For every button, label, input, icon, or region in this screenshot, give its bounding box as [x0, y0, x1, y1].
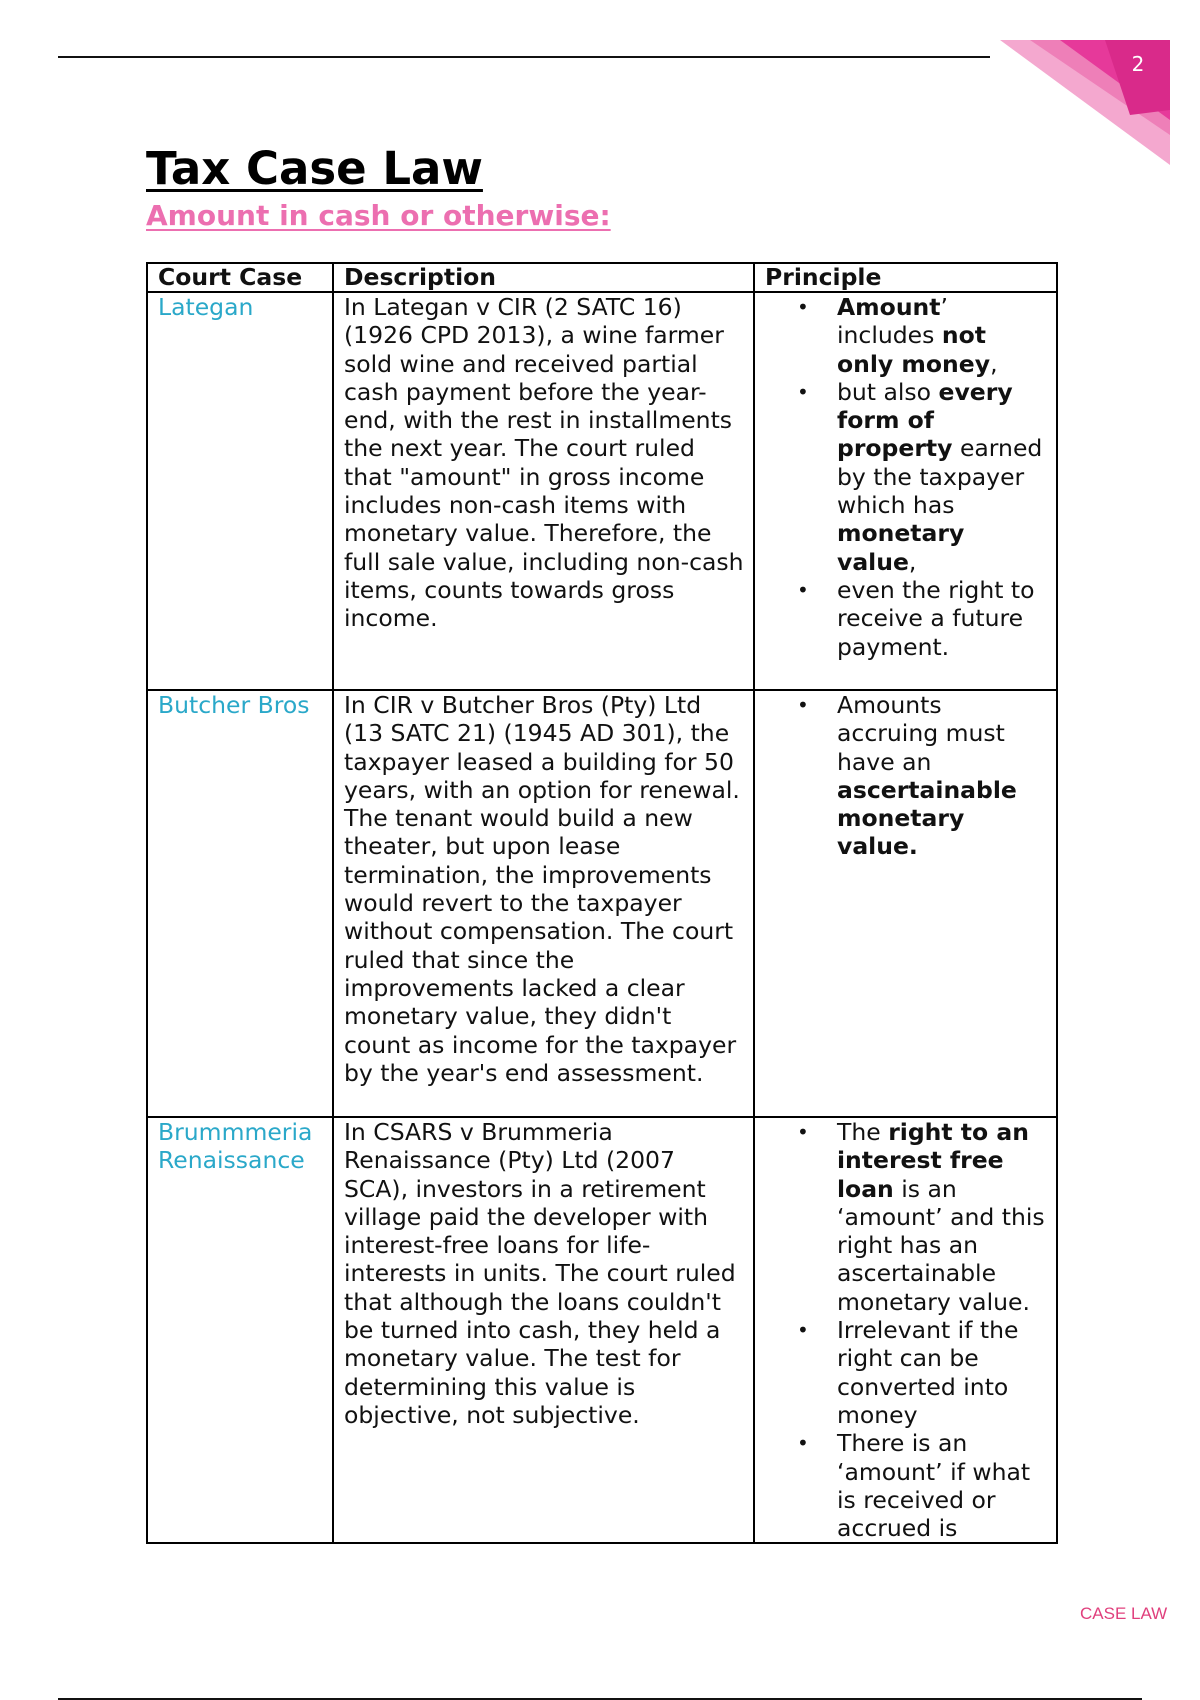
case-principles	[754, 690, 1057, 1117]
principle-text: There is an ‘amount’ if what is received or accrued is	[837, 1429, 1031, 1543]
column-header-court-case: Court Case	[147, 263, 333, 292]
principle-item	[837, 378, 1048, 576]
table-header-row	[147, 263, 1057, 292]
principle-text: Amounts accruing must have an	[837, 691, 1005, 776]
case-description: In CIR v Butcher Bros (Pty) Ltd (13 SATC 21) (1945 AD 301), the taxpayer leased a building for 50 years, with an option for renewal. The tenant would build a new theater, but upon lease termination, the improvements would revert to the taxpayer without compensation. The court ruled that since the improvements lacked a clear monetary value, they didn't count as income for the taxpayer by the year's end assessment.	[333, 690, 754, 1117]
principle-bold-text: monetary value	[837, 519, 965, 576]
principle-item	[837, 1429, 1048, 1542]
principle-text: but also	[837, 377, 939, 406]
principle-text: is an ‘amount’ and this right has an ascertainable monetary value.	[837, 1174, 1045, 1316]
table-row	[147, 1117, 1057, 1543]
case-law-table	[146, 262, 1058, 1544]
principle-bold-text: every form of property	[837, 377, 1013, 463]
principle-text: earned by the taxpayer which has	[837, 434, 1043, 520]
case-name: Butcher Bros	[147, 690, 333, 1117]
section-subtitle: Amount in cash or otherwise:	[146, 199, 611, 232]
principle-list	[765, 691, 1048, 861]
table-row	[147, 690, 1057, 1117]
principle-list	[765, 1118, 1048, 1542]
column-header-principle: Principle	[754, 263, 1057, 292]
footer-section-label: CASE LAW	[1080, 1604, 1168, 1623]
case-name: Lategan	[147, 292, 333, 690]
principle-text: even the right to receive a future payment.	[837, 575, 1035, 661]
principle-text: ,	[908, 547, 917, 576]
principle-list	[765, 293, 1048, 661]
principle-bold-text: ascertainable monetary value.	[837, 775, 1017, 861]
header-rule	[58, 56, 990, 58]
principle-item	[837, 293, 1048, 378]
principle-bold-text: right to an interest free loan	[837, 1118, 1029, 1203]
principle-text: The	[837, 1118, 889, 1146]
principle-bold-text: not only money	[837, 321, 991, 378]
principle-bold-text: Amount	[837, 293, 941, 321]
principle-text: ,	[990, 349, 998, 378]
case-description: In Lategan v CIR (2 SATC 16) (1926 CPD 2013), a wine farmer sold wine and received partial cash payment before the year-end, with the rest in installments the next year. The court ruled that "amount" in gross income includes non-cash items with monetary value. Therefore, the full sale value, including non-cash items, counts towards gross income.	[333, 292, 754, 690]
table-row	[147, 292, 1057, 690]
case-description: In CSARS v Brummeria Renaissance (Pty) Ltd (2007 SCA), investors in a retirement village paid the developer with interest-free loans for life-interests in units. The court ruled that although the loans couldn't be turned into cash, they held a monetary value. The test for determining this value is objective, not subjective.	[333, 1117, 754, 1543]
case-name: Brummmeria Renaissance	[147, 1117, 333, 1543]
principle-text: Irrelevant if the right can be converted into money	[837, 1316, 1019, 1429]
principle-item	[837, 691, 1048, 861]
principle-item	[837, 576, 1048, 661]
principle-text: ’ includes	[837, 293, 948, 350]
principle-item	[837, 1316, 1048, 1429]
page-title: Tax Case Law	[146, 142, 483, 195]
page-number: 2	[1131, 52, 1145, 76]
case-principles	[754, 292, 1057, 690]
principle-item	[837, 1118, 1048, 1316]
column-header-description: Description	[333, 263, 754, 292]
case-principles	[754, 1117, 1057, 1543]
